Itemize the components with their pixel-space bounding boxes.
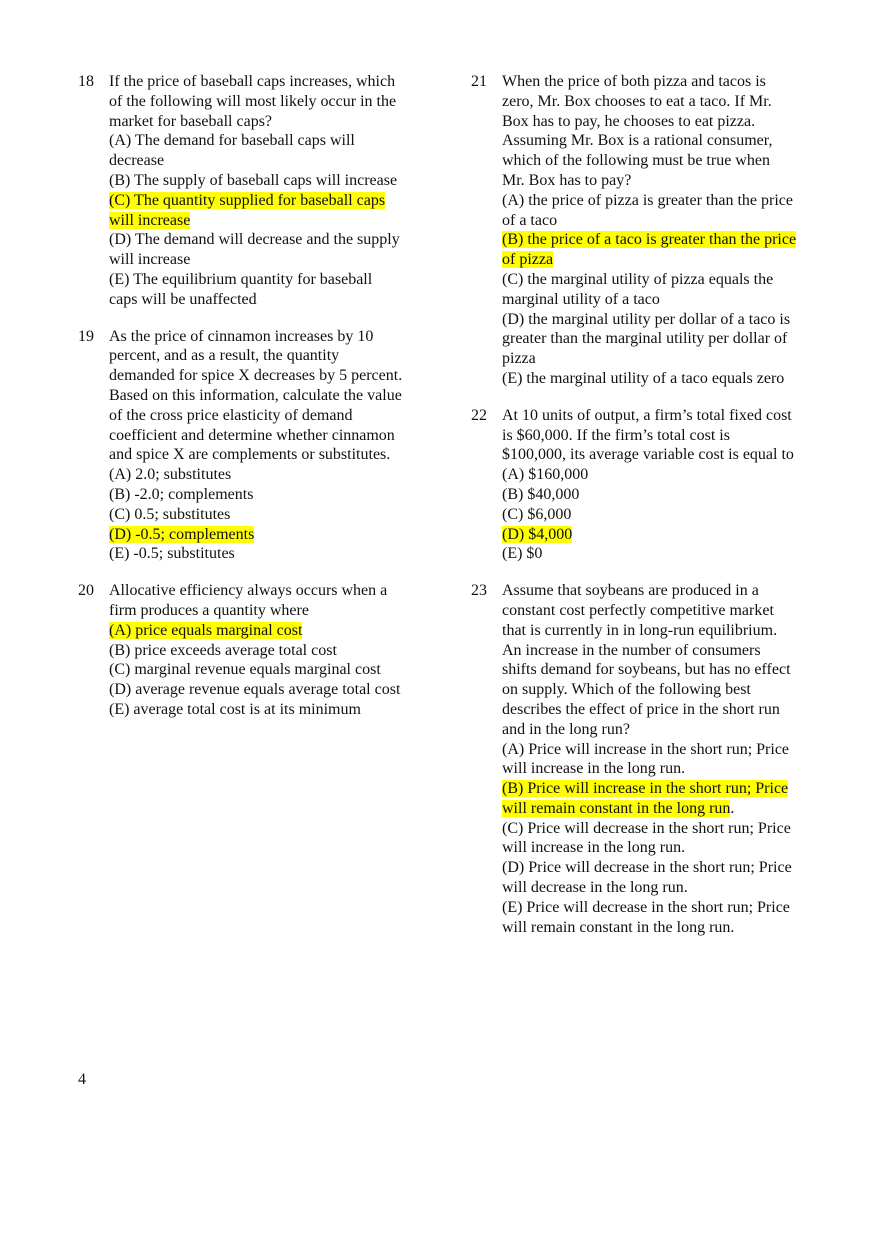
line-text: An increase in the number of consumers <box>502 641 761 659</box>
line-text: describes the effect of price in the short run <box>502 700 780 718</box>
text-line <box>109 660 433 680</box>
text-line <box>502 621 825 641</box>
question-number: 22 <box>471 406 487 424</box>
text-line <box>109 327 433 347</box>
line-text: (A) price equals marginal cost <box>109 621 303 639</box>
line-text: (C) 0.5; substitutes <box>109 505 231 523</box>
line-text: (E) The equilibrium quantity for baseball <box>109 270 373 288</box>
text-line <box>502 369 825 389</box>
line-text: marginal utility of a taco <box>502 290 660 308</box>
line-text: of the cross price elasticity of demand <box>109 406 353 424</box>
line-text: (A) Price will increase in the short run; Price <box>502 740 790 758</box>
text-line <box>109 151 433 171</box>
text-line <box>502 310 825 330</box>
text-line <box>502 445 825 465</box>
text-line <box>502 191 825 211</box>
text-line <box>502 485 825 505</box>
text-line <box>502 601 825 621</box>
text-line <box>109 386 433 406</box>
text-line <box>502 680 825 700</box>
line-text: (B) the price of a taco is greater than the price <box>502 231 797 249</box>
question-number: 18 <box>78 73 94 90</box>
text-line <box>502 426 825 446</box>
line-text: If the price of baseball caps increases, which <box>109 73 396 90</box>
line-text: will increase in the long run. <box>502 760 686 778</box>
text-line <box>502 505 825 525</box>
line-text: greater than the marginal utility per dollar of <box>502 330 788 348</box>
text-line <box>502 349 825 369</box>
text-line <box>502 740 825 760</box>
line-text: (C) marginal revenue equals marginal cost <box>109 661 381 679</box>
text-line <box>109 270 433 290</box>
text-line <box>502 700 825 720</box>
line-text: Mr. Box has to pay? <box>502 171 632 189</box>
line-text: (B) $40,000 <box>502 485 580 503</box>
line-text: (D) $4,000 <box>502 525 573 543</box>
line-text: firm produces a quantity where <box>109 601 309 619</box>
text-line <box>502 290 825 310</box>
text-line <box>502 131 825 151</box>
text-line <box>109 445 433 465</box>
question-number: 20 <box>78 582 94 600</box>
highlighted-answer-line <box>502 525 825 545</box>
text-line <box>109 366 433 386</box>
text-line <box>502 544 825 564</box>
line-text: of the following will most likely occur in the <box>109 92 397 110</box>
text-line <box>502 406 825 426</box>
text-line <box>109 485 433 505</box>
line-text: (D) the marginal utility per dollar of a taco is <box>502 310 791 328</box>
question-21 <box>471 72 825 389</box>
question-body <box>502 406 825 564</box>
text-line <box>502 641 825 661</box>
text-line <box>502 660 825 680</box>
text-line <box>109 250 433 270</box>
question-body <box>502 581 825 937</box>
text-line <box>502 819 825 839</box>
line-text: decrease <box>109 152 165 170</box>
highlighted-answer-line <box>502 779 825 799</box>
question-body <box>109 327 433 565</box>
text-line <box>502 171 825 191</box>
text-line <box>502 581 825 601</box>
line-text: At 10 units of output, a firm’s total fixed cost <box>502 406 792 424</box>
text-line <box>109 230 433 250</box>
line-text: which of the following must be true when <box>502 152 770 170</box>
line-text: (A) The demand for baseball caps will <box>109 132 355 150</box>
line-text: on supply. Which of the following best <box>502 681 751 699</box>
line-text: will increase <box>109 251 191 269</box>
line-text: constant cost perfectly competitive market <box>502 601 774 619</box>
text-line <box>109 641 433 661</box>
line-text: and spice X are complements or substitutes. <box>109 446 391 464</box>
text-line <box>502 270 825 290</box>
line-text: (D) -0.5; complements <box>109 525 255 543</box>
line-tail: . <box>730 799 735 817</box>
line-text: (C) Price will decrease in the short run; Price <box>502 819 791 837</box>
text-line <box>109 72 433 92</box>
question-20 <box>78 581 433 720</box>
text-line <box>109 680 433 700</box>
highlighted-answer-line <box>109 525 433 545</box>
highlighted-answer-line <box>502 230 825 250</box>
line-text: (E) the marginal utility of a taco equals zero <box>502 369 785 387</box>
text-line <box>109 290 433 310</box>
question-body <box>502 72 825 389</box>
highlighted-answer-line <box>109 621 433 641</box>
text-line <box>502 898 825 918</box>
line-text: will remain constant in the long run. <box>502 918 735 936</box>
text-line <box>502 759 825 779</box>
text-line <box>502 878 825 898</box>
text-line <box>502 720 825 740</box>
line-text: will decrease in the long run. <box>502 879 688 897</box>
line-text: shifts demand for soybeans, but has no effect <box>502 661 791 679</box>
line-text: will remain constant in the long run <box>502 799 731 817</box>
line-text: (E) Price will decrease in the short run; Price <box>502 898 790 916</box>
line-text: caps will be unaffected <box>109 290 257 308</box>
text-line <box>502 858 825 878</box>
line-text: (E) average total cost is at its minimum <box>109 700 361 718</box>
line-text: (D) Price will decrease in the short run; Price <box>502 859 792 877</box>
line-text: Assuming Mr. Box is a rational consumer, <box>502 132 773 150</box>
text-line <box>109 131 433 151</box>
line-text: (A) 2.0; substitutes <box>109 466 232 484</box>
text-line <box>109 465 433 485</box>
line-text: (D) The demand will decrease and the supply <box>109 231 400 249</box>
question-body <box>109 72 433 310</box>
text-line <box>109 171 433 191</box>
line-text: pizza <box>502 350 536 368</box>
highlighted-answer-line <box>502 799 825 819</box>
text-line <box>109 544 433 564</box>
line-text: (C) the marginal utility of pizza equals the <box>502 270 774 288</box>
text-line <box>502 838 825 858</box>
text-line <box>109 406 433 426</box>
line-text: As the price of cinnamon increases by 10 <box>109 327 374 345</box>
question-22 <box>471 406 825 564</box>
question-number: 23 <box>471 582 487 600</box>
line-text: and in the long run? <box>502 720 630 738</box>
line-text: of pizza <box>502 251 554 269</box>
line-text: $100,000, its average variable cost is equal to <box>502 446 794 464</box>
text-line <box>502 92 825 112</box>
line-text: (C) The quantity supplied for baseball caps <box>109 191 386 209</box>
text-line <box>109 92 433 112</box>
text-line <box>109 700 433 720</box>
text-line <box>109 505 433 525</box>
line-text: (B) price exceeds average total cost <box>109 641 337 659</box>
line-text: (C) $6,000 <box>502 505 572 523</box>
left-column <box>78 72 433 737</box>
text-line <box>502 918 825 938</box>
line-text: (B) The supply of baseball caps will increase <box>109 171 398 189</box>
page-number: 4 <box>78 1071 86 1088</box>
line-text: (D) average revenue equals average total cost <box>109 681 401 699</box>
line-text: market for baseball caps? <box>109 112 273 130</box>
text-line <box>502 211 825 231</box>
line-text: coefficient and determine whether cinnamon <box>109 426 395 444</box>
question-body <box>109 581 433 720</box>
line-text: Box has to pay, he chooses to eat pizza. <box>502 112 756 130</box>
text-line <box>502 72 825 92</box>
question-number: 21 <box>471 73 487 90</box>
question-23 <box>471 581 825 937</box>
line-text: is $60,000. If the firm’s total cost is <box>502 426 730 444</box>
line-text: will increase in the long run. <box>502 839 686 857</box>
text-line <box>109 346 433 366</box>
line-text: that is currently in in long-run equilibrium. <box>502 621 778 639</box>
text-line <box>502 329 825 349</box>
line-text: Based on this information, calculate the value <box>109 386 402 404</box>
question-19 <box>78 327 433 565</box>
question-number: 19 <box>78 327 94 345</box>
text-line <box>109 426 433 446</box>
line-text: Assume that soybeans are produced in a <box>502 582 759 600</box>
line-text: demanded for spice X decreases by 5 percent. <box>109 367 403 385</box>
line-text: (E) $0 <box>502 545 543 563</box>
right-column <box>471 72 825 954</box>
highlighted-answer-line <box>109 191 433 211</box>
line-text: (A) the price of pizza is greater than the price <box>502 191 793 209</box>
highlighted-answer-line <box>502 250 825 270</box>
line-text: will increase <box>109 211 191 229</box>
text-line <box>109 581 433 601</box>
line-text: When the price of both pizza and tacos is <box>502 73 766 90</box>
text-line <box>109 112 433 132</box>
text-line <box>502 112 825 132</box>
question-18 <box>78 72 433 310</box>
line-text: zero, Mr. Box chooses to eat a taco. If Mr. <box>502 92 772 110</box>
line-text: percent, and as a result, the quantity <box>109 347 340 365</box>
text-line <box>109 601 433 621</box>
line-text: of a taco <box>502 211 558 229</box>
line-text: (A) $160,000 <box>502 466 589 484</box>
text-line <box>502 151 825 171</box>
highlighted-answer-line <box>109 211 433 231</box>
line-text: Allocative efficiency always occurs when a <box>109 582 388 600</box>
line-text: (B) -2.0; complements <box>109 485 254 503</box>
line-text: (E) -0.5; substitutes <box>109 545 235 563</box>
line-text: (B) Price will increase in the short run; Price <box>502 780 789 798</box>
text-line <box>502 465 825 485</box>
